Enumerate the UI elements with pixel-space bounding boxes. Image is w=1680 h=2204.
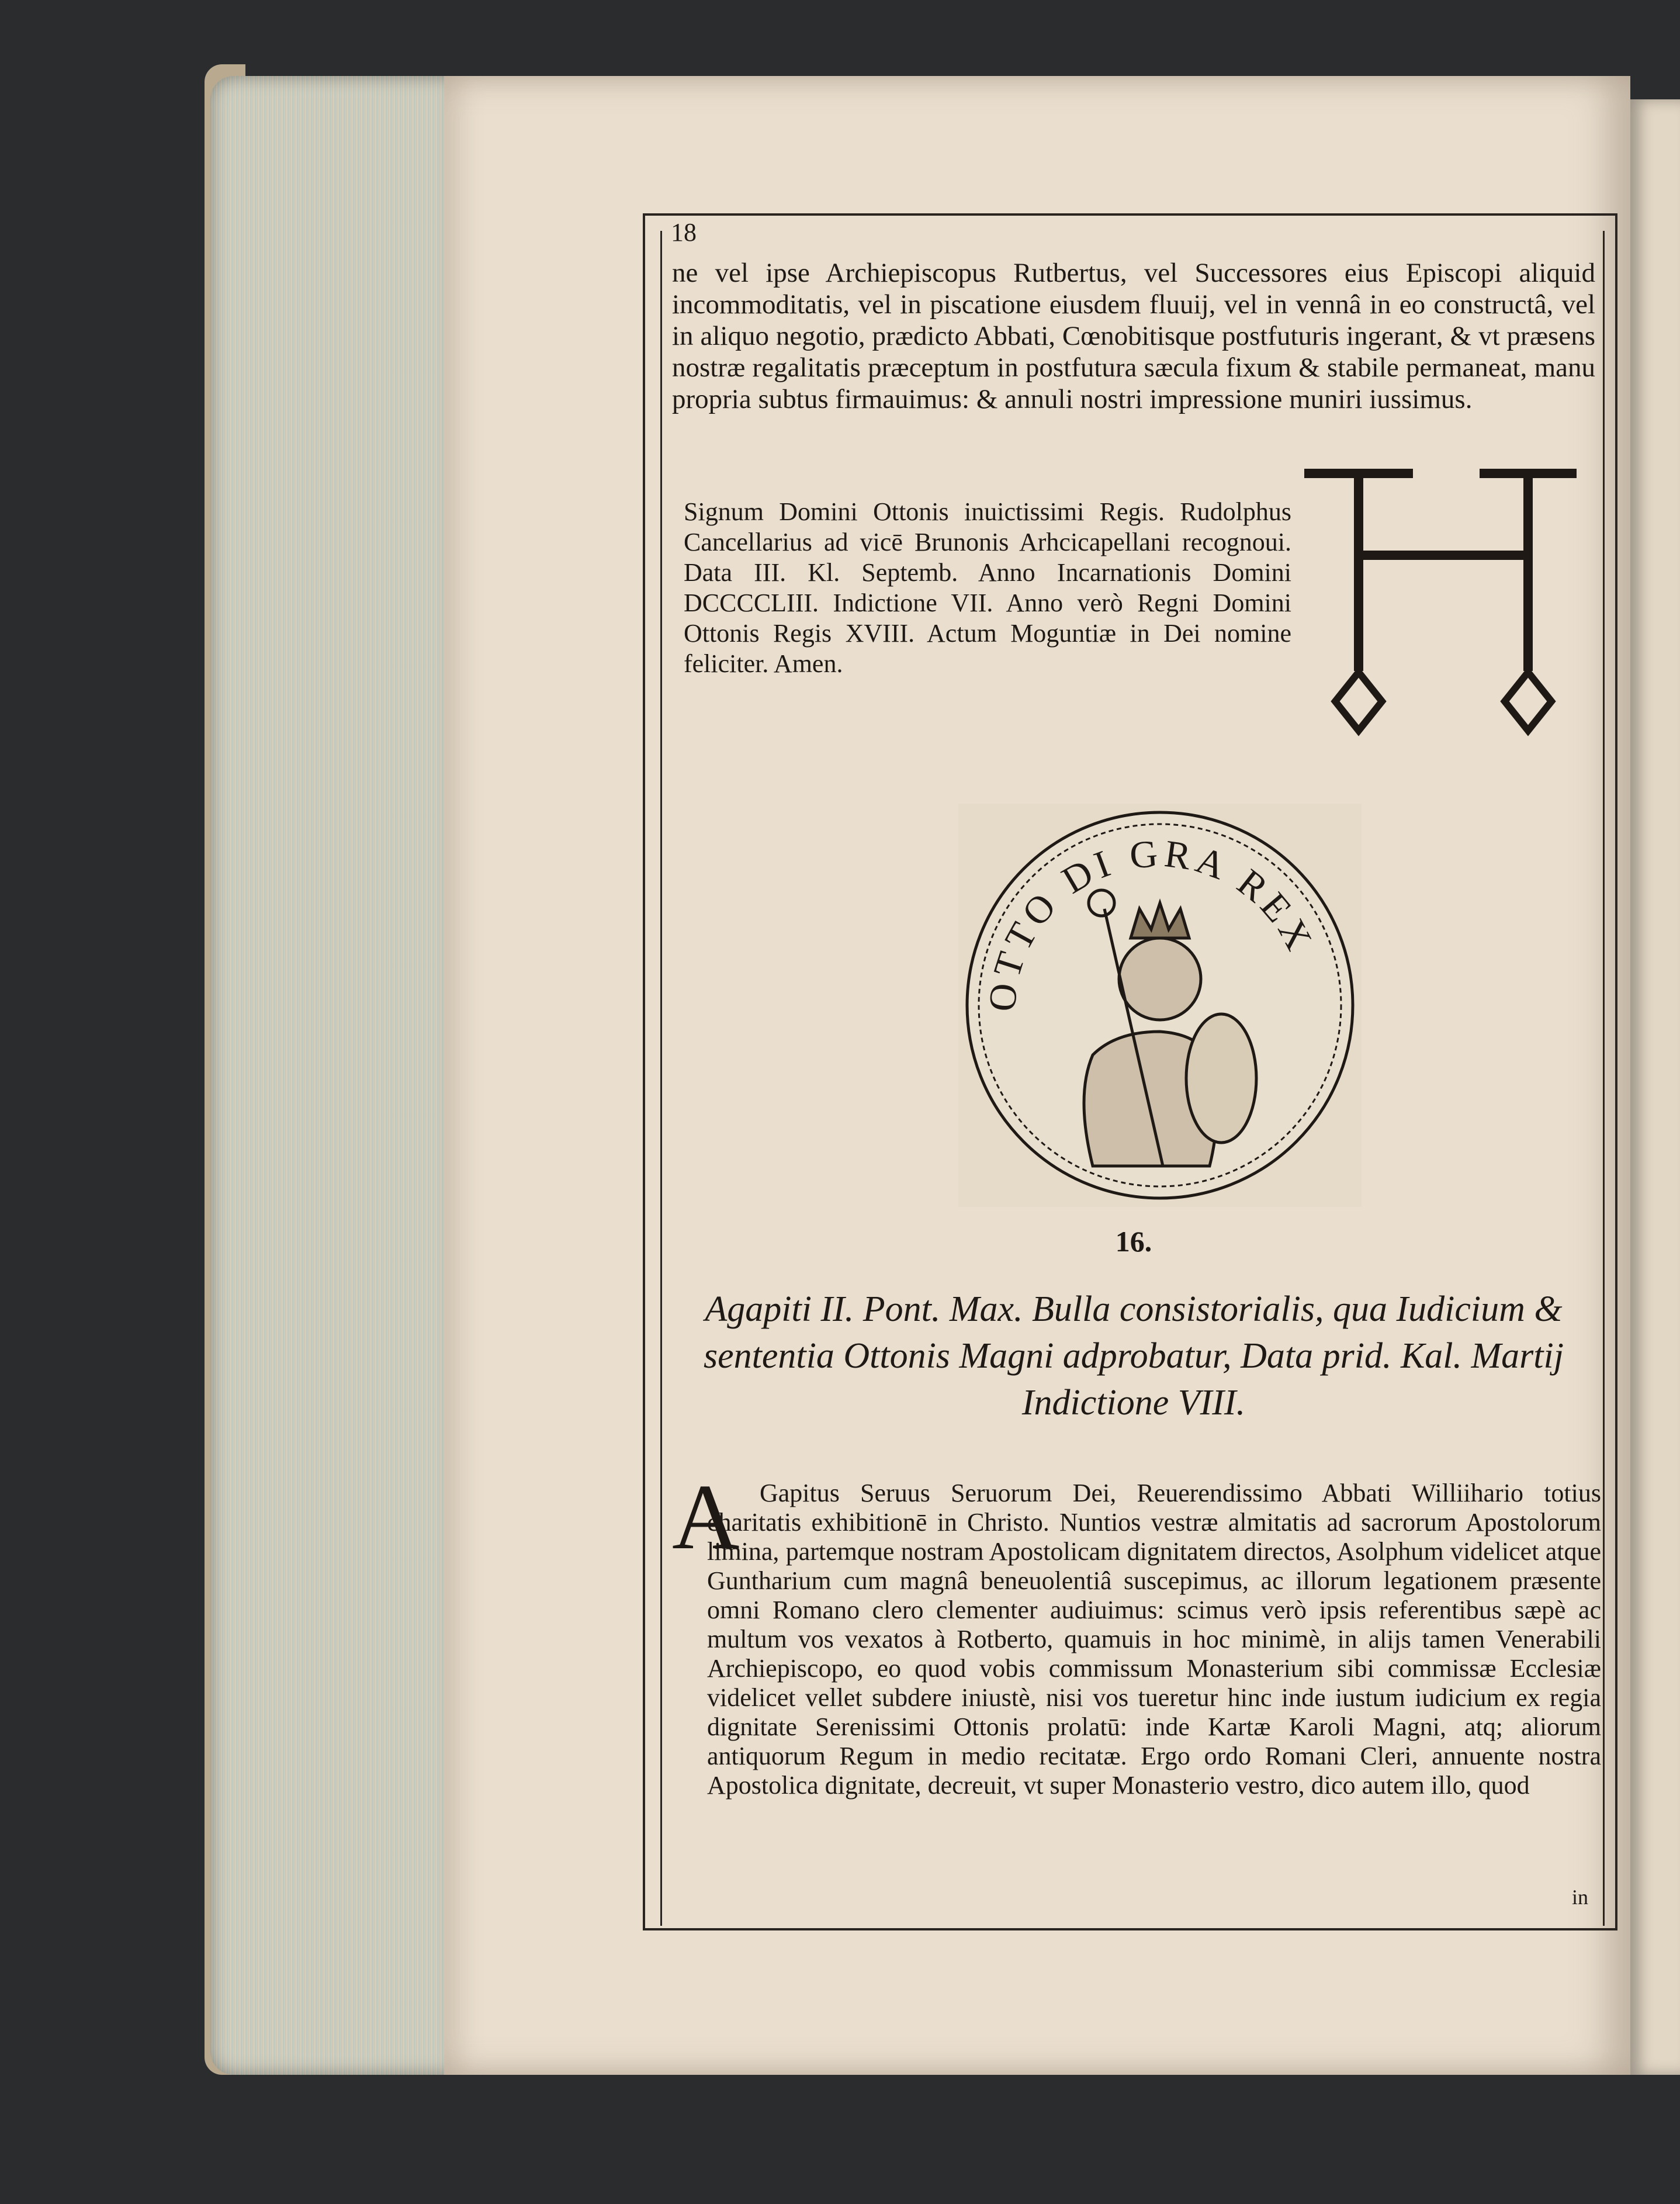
paragraph-1-text: ne vel ipse Archiepiscopus Rutbertus, vel Successores eius Episcopi aliquid incommoditatis, vel in piscatione eiusdem fluuij, vel in vennâ in eo constructâ, vel in aliquo negotio, prædicto Abbati, Cœnobitisque postfuturis ingerant, & vt præsens nostræ regalitatis præceptum in postfutura sæcula fixum & stabile permaneat, manu propria subtus firmauimus: & annuli nostri impressione muniri iussimus.	[672, 258, 1595, 414]
drop-cap: A	[672, 1465, 740, 1569]
body-text	[707, 1479, 1601, 1800]
facing-page-edge	[1630, 99, 1680, 2075]
coin-of-otto-illustration	[958, 804, 1362, 1207]
section-number: 16.	[1115, 1225, 1152, 1258]
paragraph-1	[672, 257, 1595, 415]
page-fore-edge	[210, 76, 456, 2075]
medal-legend: OTTO DI GRA REX	[981, 832, 1323, 1013]
royal-monogram	[1303, 462, 1578, 754]
signum-text: Signum Domini Ottonis inuictissimi Regis. Rudolphus Cancellarius ad vicē Brunonis Arhcicapellani recognoui. Data III. Kl. Septemb. Anno Incarnationis Domini DCCCCLIII. Indictione VII. Anno verò Regni Domini Ottonis Regis XVIII. Actum Moguntiæ in Dei nomine feliciter. Amen.	[684, 497, 1291, 678]
body-paragraph: Gapitus Seruus Seruorum Dei, Reuerendissimo Abbati Williihario totius charitatis exhibitionē in Christo. Nuntios vestræ almitatis ad sacrorum Apostolorum limina, partemque nostram Apostolicam dignitatem directos, Asolphum videlicet atque Guntharium cum magnâ beneuolentiâ suscepimus, ac illorum legationem præsente omni Romano clero clementer audiuimus: scimus verò ipsis referentibus sæpè ac multum vos vexatos à Rotberto, quamuis in hoc minimè, in alijs tamen Venerabili Archiepiscopo, eo quod vobis commissum Monasterium sibi commissæ Ecclesiæ videlicet vellet subdere iniustè, nisi vos tueretur hinc inde iustum iudicium ex regia dignitate Serenissimi Ottonis prolatū: inde Kartæ Karoli Magni, atq; aliorum antiquorum Regum in medio recitatæ. Ergo ordo Romani Cleri, annuente nostra Apostolica dignitate, decreuit, vt super Monasterio vestro, dico autem illo, quod	[707, 1479, 1601, 1800]
catchword: in	[1572, 1885, 1589, 1909]
section-heading: Agapiti II. Pont. Max. Bulla consistorialis, qua Iudicium & sententia Ottonis Magni adprobatur, Data prid. Kal. Martij Indictione VIII.	[704, 1289, 1564, 1423]
signum-paragraph	[684, 497, 1291, 679]
page-number: 18	[671, 218, 697, 247]
